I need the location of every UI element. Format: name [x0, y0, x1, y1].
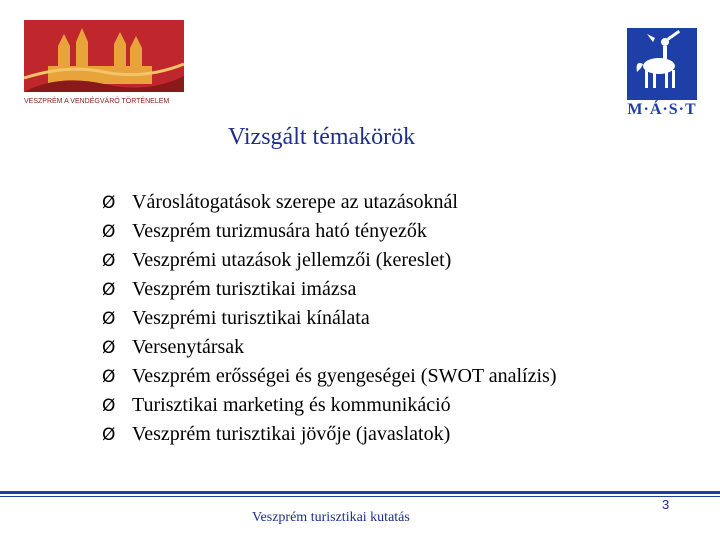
list-item-text: Turisztikai marketing és kommunikáció	[132, 394, 451, 416]
list-item-text: Veszprém turizmusára ható tényezők	[132, 220, 427, 242]
list-item-text: Veszprémi turisztikai kínálata	[132, 307, 370, 329]
arrow-bullet-icon: Ø	[102, 222, 116, 242]
arrow-bullet-icon: Ø	[102, 396, 116, 416]
arrow-bullet-icon: Ø	[102, 367, 116, 387]
topic-list	[102, 188, 556, 449]
arrow-bullet-icon: Ø	[102, 193, 116, 213]
veszprem-logo-caption: VESZPRÉM A VENDÉGVÁRÓ TÖRTÉNELEM	[24, 98, 170, 105]
list-item	[102, 420, 556, 449]
list-item	[102, 275, 556, 304]
footer-divider-thin	[0, 496, 720, 497]
list-item	[102, 333, 556, 362]
list-item	[102, 391, 556, 420]
slide-title: Vizsgált témakörök	[228, 124, 416, 150]
list-item-text: Veszprém turisztikai jövője (javaslatok)	[132, 423, 451, 445]
footer-text: Veszprém turisztikai kutatás	[252, 510, 410, 525]
list-item-text: Városlátogatások szerepe az utazásoknál	[132, 191, 458, 213]
veszprem-logo	[18, 14, 190, 114]
list-item	[102, 188, 556, 217]
mast-logo	[627, 28, 697, 120]
list-item-text: Veszprém turisztikai imázsa	[132, 278, 357, 300]
list-item-text: Versenytársak	[132, 336, 245, 358]
list-item	[102, 362, 556, 391]
arrow-bullet-icon: Ø	[102, 309, 116, 329]
arrow-bullet-icon: Ø	[102, 338, 116, 358]
list-item	[102, 246, 556, 275]
arrow-bullet-icon: Ø	[102, 425, 116, 445]
list-item	[102, 217, 556, 246]
list-item-text: Veszprém erősségei és gyengeségei (SWOT analízis)	[132, 365, 557, 387]
arrow-bullet-icon: Ø	[102, 251, 116, 271]
list-item	[102, 304, 556, 333]
list-item-text: Veszprémi utazások jellemzői (kereslet)	[132, 249, 452, 271]
mast-centaur-logo-icon	[627, 28, 697, 100]
page-number: 3	[662, 497, 670, 512]
mast-logo-text: M·Á·S·T	[627, 101, 697, 118]
footer-divider	[0, 491, 720, 494]
arrow-bullet-icon: Ø	[102, 280, 116, 300]
